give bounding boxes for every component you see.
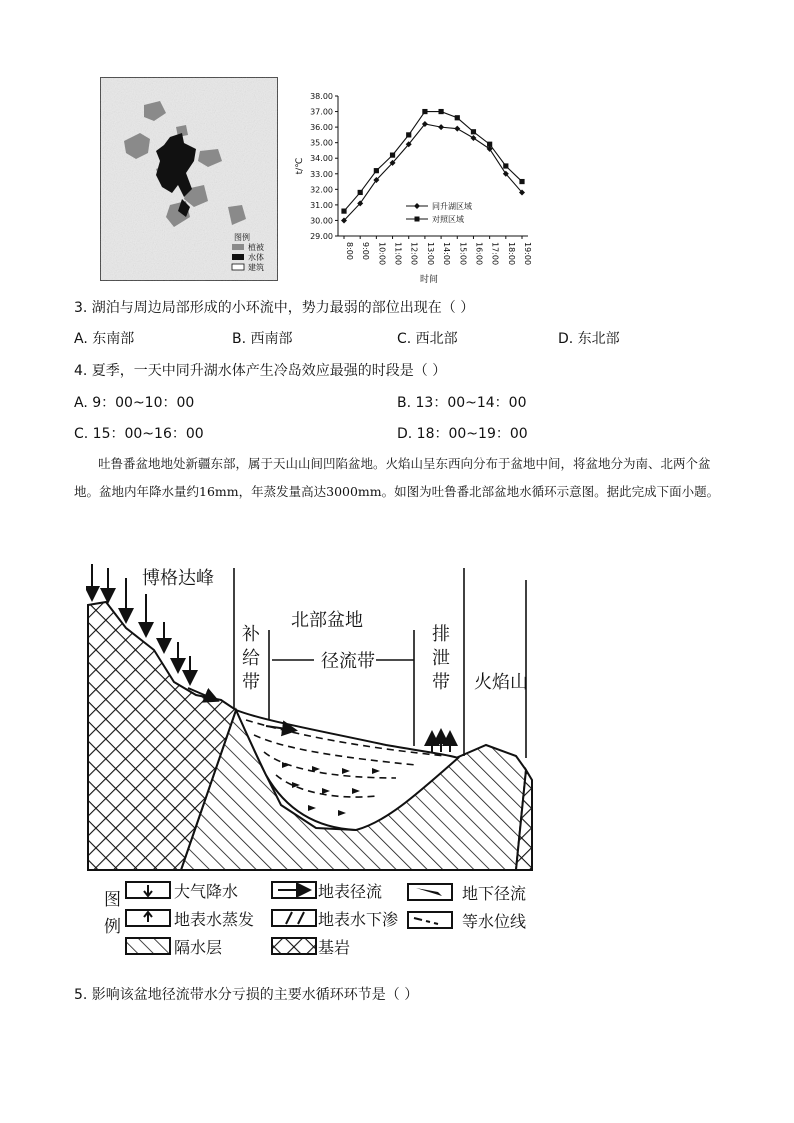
label-flaming-mountain: 火焰山 bbox=[474, 672, 528, 693]
evaporation-arrows bbox=[432, 732, 450, 752]
passage: 吐鲁番盆地地处新疆东部，属于天山山间凹陷盆地。火焰山呈东西向分布于盆地中间，将盆地分为南、北两个盆地。盆地内年降水量约16mm，年蒸发量高达3000mm。如图为吐鲁番北部盆地水循环示意图。据此完成下面小题。 bbox=[74, 456, 720, 499]
x-tick-label: 16:00 bbox=[474, 242, 484, 266]
data-point-control bbox=[406, 132, 411, 137]
y-tick-label: 32.00 bbox=[310, 185, 333, 195]
q4-option-b: B. 13：00~14：00 bbox=[397, 395, 527, 411]
legend-bedrock: 基岩 bbox=[318, 938, 351, 957]
label-recharge-1: 补 bbox=[242, 624, 260, 645]
legend-label: 同升湖区域 bbox=[432, 202, 472, 211]
legend-evaporation: 地表水蒸发 bbox=[174, 910, 255, 929]
data-point-lake bbox=[438, 124, 444, 130]
series-line-2 bbox=[344, 112, 522, 212]
x-tick-label: 8:00 bbox=[345, 242, 354, 260]
q5-stem: 5. 影响该盆地径流带水分亏损的主要水循环环节是（ ） bbox=[74, 987, 419, 1003]
legend-water-level-line: 等水位线 bbox=[462, 912, 527, 931]
map-legend-building: 建筑 bbox=[248, 263, 264, 272]
q3-option-c: C. 西北部 bbox=[397, 331, 458, 347]
q4-option-c: C. 15：00~16：00 bbox=[74, 426, 204, 442]
label-discharge-2: 泄 bbox=[432, 648, 450, 669]
data-point-control bbox=[341, 209, 346, 214]
y-tick-label: 31.00 bbox=[310, 200, 333, 210]
data-point-control bbox=[519, 179, 524, 184]
legend-impermeable-layer: 隔水层 bbox=[174, 938, 223, 957]
x-tick-label: 15:00 bbox=[458, 242, 468, 266]
legend-label: 对照区域 bbox=[432, 215, 464, 224]
x-tick-label: 12:00 bbox=[409, 242, 419, 266]
data-point-control bbox=[422, 109, 427, 114]
label-discharge-1: 排 bbox=[432, 624, 450, 645]
x-tick-label: 9:00 bbox=[361, 242, 371, 260]
data-point-control bbox=[374, 168, 379, 173]
data-point-lake bbox=[470, 135, 476, 141]
label-runoff-zone: 径流带 bbox=[321, 651, 375, 672]
y-tick-label: 38.00 bbox=[310, 92, 333, 101]
y-tick-label: 35.00 bbox=[310, 138, 333, 148]
x-tick-label: 18:00 bbox=[506, 242, 516, 266]
map-legend-vegetation: 植被 bbox=[248, 243, 264, 252]
x-tick-label: 14:00 bbox=[442, 242, 452, 266]
q4-option-d: D. 18：00~19：00 bbox=[397, 426, 528, 442]
q3-stem: 3. 湖泊与周边局部形成的小环流中，势力最弱的部位出现在（ ） bbox=[74, 300, 475, 316]
label-north-basin: 北部盆地 bbox=[291, 610, 363, 631]
x-tick-label: 11:00 bbox=[393, 242, 403, 266]
data-point-control bbox=[390, 153, 395, 158]
label-recharge-2: 给 bbox=[242, 648, 260, 669]
legend-groundwater-runoff: 地下径流 bbox=[462, 884, 527, 903]
x-tick-label: 13:00 bbox=[425, 242, 435, 266]
y-axis-label: t/℃ bbox=[295, 157, 305, 175]
data-point-lake bbox=[454, 126, 460, 132]
data-point-control bbox=[487, 142, 492, 147]
y-tick-label: 34.00 bbox=[310, 154, 333, 164]
y-tick-label: 33.00 bbox=[310, 169, 333, 179]
data-point-control bbox=[503, 163, 508, 168]
q4-stem: 4. 夏季，一天中同升湖水体产生冷岛效应最强的时段是（ ） bbox=[74, 363, 447, 379]
x-tick-label: 19:00 bbox=[523, 242, 532, 266]
q4-option-a: A. 9：00~10：00 bbox=[74, 395, 195, 411]
x-axis-label: 时间 bbox=[419, 275, 439, 285]
map-legend-title-text: 图例 bbox=[234, 233, 250, 242]
q3-option-a: A. 东南部 bbox=[74, 331, 135, 347]
temperature-chart bbox=[292, 86, 542, 286]
legend-infiltration: 地表水下渗 bbox=[318, 910, 399, 929]
data-point-control bbox=[455, 115, 460, 120]
y-tick-label: 37.00 bbox=[310, 107, 333, 117]
map-legend-water: 水体 bbox=[248, 253, 264, 262]
data-point-control bbox=[358, 190, 363, 195]
diagram-legend-title-1: 图 bbox=[104, 890, 121, 910]
data-point-control bbox=[471, 129, 476, 134]
y-tick-label: 36.00 bbox=[310, 123, 333, 133]
legend-surface-runoff: 地表径流 bbox=[318, 882, 383, 901]
data-point-control bbox=[438, 109, 443, 114]
y-tick-label: 30.00 bbox=[310, 216, 333, 226]
q3-option-b: B. 西南部 bbox=[232, 331, 293, 347]
diagram-legend-title-2: 例 bbox=[104, 917, 121, 937]
legend-marker bbox=[414, 203, 420, 209]
y-tick-label: 29.00 bbox=[310, 232, 333, 241]
legend-precipitation: 大气降水 bbox=[174, 882, 239, 901]
q3-option-d: D. 东北部 bbox=[558, 331, 620, 347]
label-discharge-3: 带 bbox=[432, 672, 450, 693]
x-tick-label: 17:00 bbox=[490, 242, 500, 266]
water-cycle-diagram bbox=[86, 560, 538, 970]
label-recharge-3: 带 bbox=[242, 672, 260, 693]
lake-map bbox=[100, 77, 278, 281]
legend-marker bbox=[415, 217, 420, 222]
x-tick-label: 10:00 bbox=[377, 242, 387, 266]
label-peak: 博格达峰 bbox=[142, 568, 214, 589]
